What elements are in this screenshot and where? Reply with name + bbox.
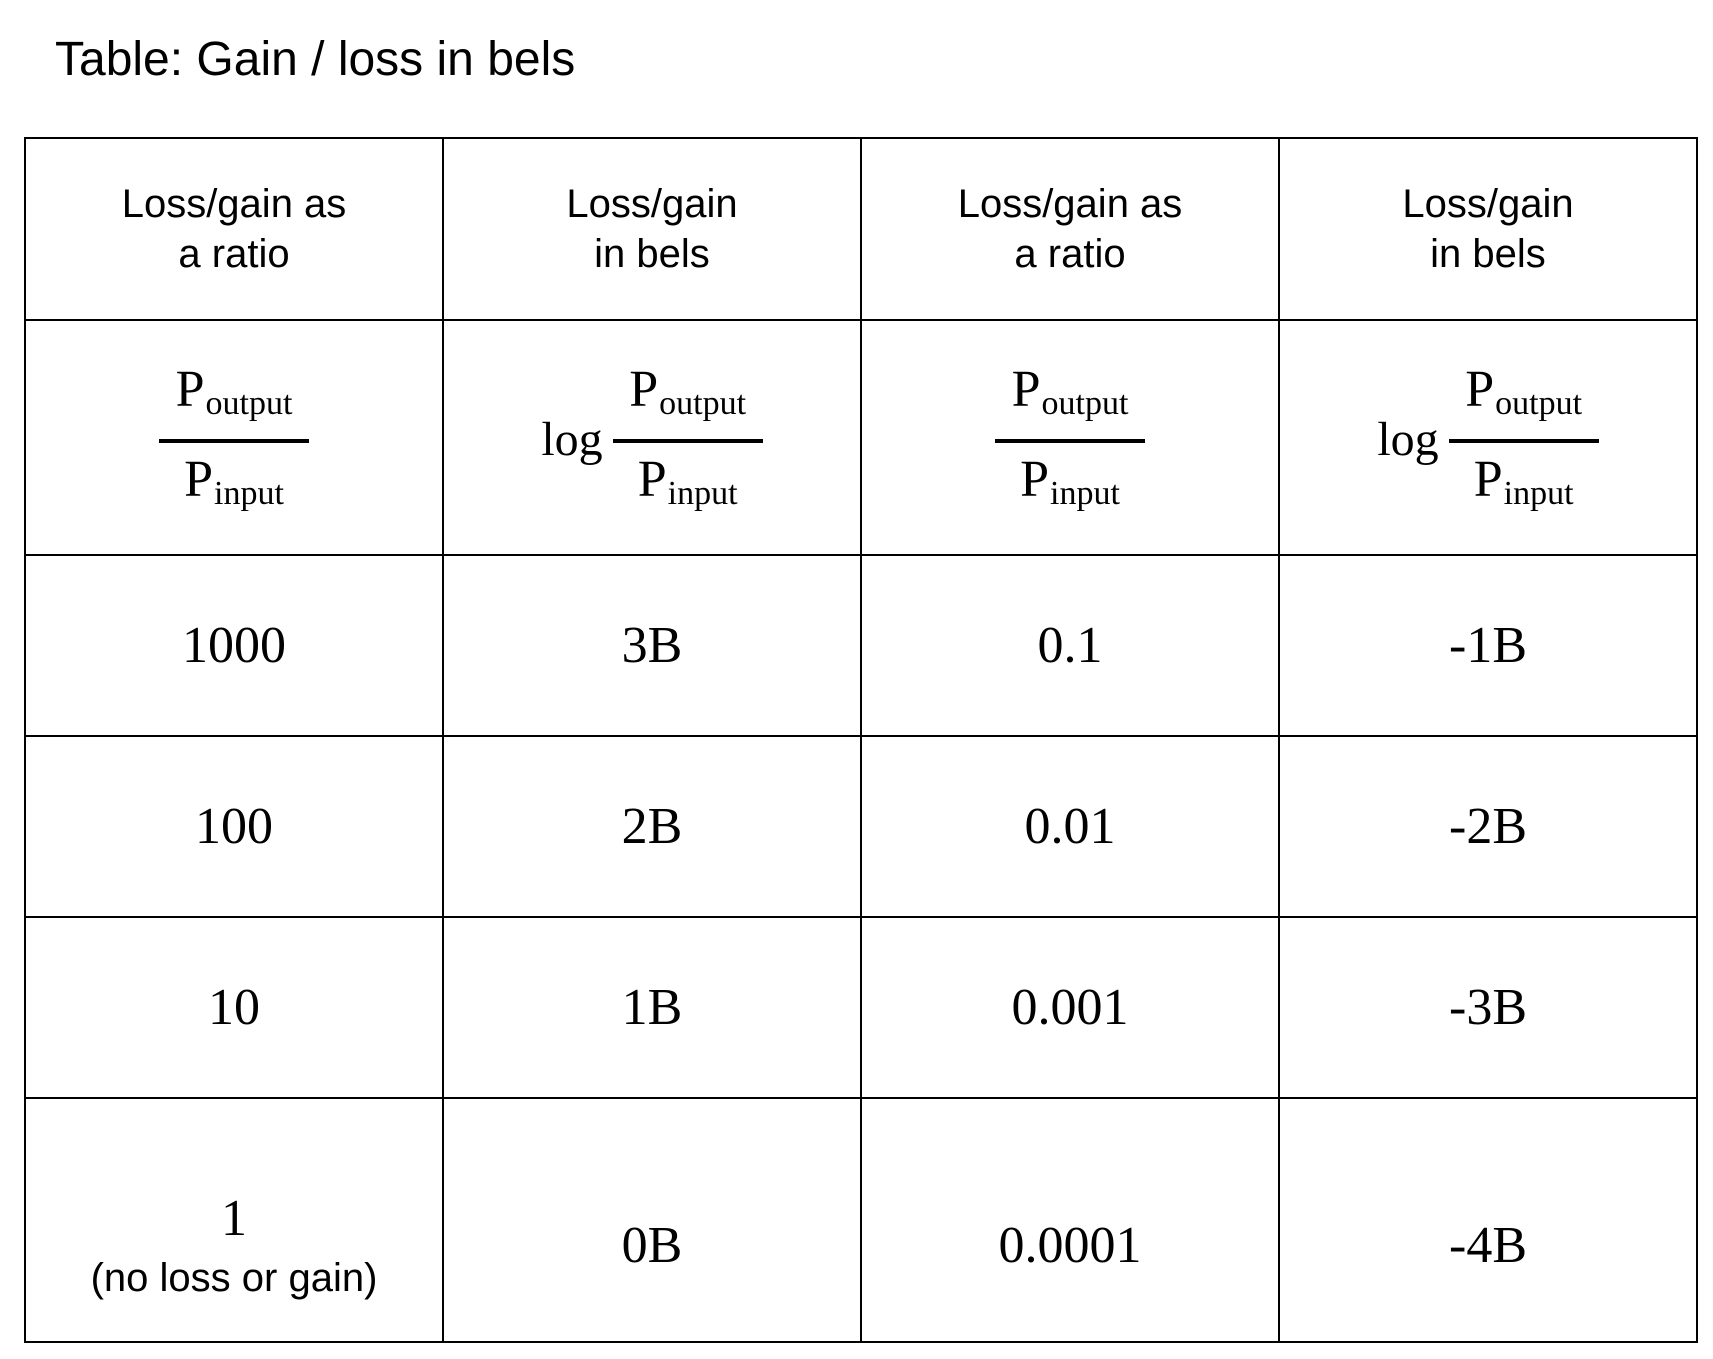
table-row xyxy=(25,555,1697,736)
table-cell xyxy=(1279,1098,1697,1342)
header-cell xyxy=(25,138,443,320)
fraction-denominator: Pinput xyxy=(1473,450,1574,512)
formula-cell xyxy=(861,320,1279,555)
table-cell: 3B xyxy=(443,555,861,736)
cell-value: 0B xyxy=(621,1217,683,1274)
table-cell xyxy=(25,1098,443,1342)
table-cell: 2B xyxy=(443,736,861,917)
fraction-numerator: Poutput xyxy=(1011,360,1129,422)
table-cell: 100 xyxy=(25,736,443,917)
log-label: log xyxy=(1377,413,1439,466)
header-ratio-label: Loss/gain as a ratio xyxy=(121,182,347,276)
fraction xyxy=(159,359,309,517)
table-cell: 1000 xyxy=(25,555,443,736)
table-cell: 0.01 xyxy=(861,736,1279,917)
table-row xyxy=(25,736,1697,917)
gain-loss-table xyxy=(24,137,1698,1343)
cell-value: 1 xyxy=(221,1190,247,1247)
table-cell: -2B xyxy=(1279,736,1697,917)
fraction xyxy=(1449,359,1599,517)
log-ratio-formula xyxy=(541,359,762,517)
log-ratio-formula xyxy=(1377,359,1598,517)
table-cell xyxy=(443,1098,861,1342)
table-cell: 0.001 xyxy=(861,917,1279,1098)
table-cell: 10 xyxy=(25,917,443,1098)
log-label: log xyxy=(541,413,603,466)
fraction xyxy=(613,359,763,517)
header-ratio-label: Loss/gain as a ratio xyxy=(957,182,1183,276)
fraction xyxy=(995,359,1145,517)
table-row xyxy=(25,1098,1697,1342)
fraction-numerator: Poutput xyxy=(629,360,747,422)
ratio-formula xyxy=(159,359,309,517)
cell-value: 0.0001 xyxy=(998,1217,1142,1274)
header-bels-label: Loss/gain in bels xyxy=(1402,182,1574,276)
header-row xyxy=(25,138,1697,320)
formula-cell xyxy=(1279,320,1697,555)
formula-cell xyxy=(443,320,861,555)
header-cell xyxy=(443,138,861,320)
table-cell: 0.1 xyxy=(861,555,1279,736)
header-bels-label: Loss/gain in bels xyxy=(566,182,738,276)
fraction-denominator: Pinput xyxy=(1020,450,1120,512)
fraction-numerator: Poutput xyxy=(175,360,293,422)
header-cell xyxy=(1279,138,1697,320)
table-cell: -3B xyxy=(1279,917,1697,1098)
formula-row xyxy=(25,320,1697,555)
formula-cell xyxy=(25,320,443,555)
table-cell xyxy=(861,1098,1279,1342)
fraction-denominator: Pinput xyxy=(184,450,284,512)
no-loss-note: (no loss or gain) xyxy=(90,1256,378,1300)
cell-value: -4B xyxy=(1449,1217,1527,1274)
fraction-numerator: Poutput xyxy=(1465,360,1583,422)
table-row xyxy=(25,917,1697,1098)
header-cell xyxy=(861,138,1279,320)
table-cell: -1B xyxy=(1279,555,1697,736)
table-title: Table: Gain / loss in bels xyxy=(55,33,576,86)
ratio-formula xyxy=(995,359,1145,517)
fraction-denominator: Pinput xyxy=(637,450,738,512)
table-cell: 1B xyxy=(443,917,861,1098)
